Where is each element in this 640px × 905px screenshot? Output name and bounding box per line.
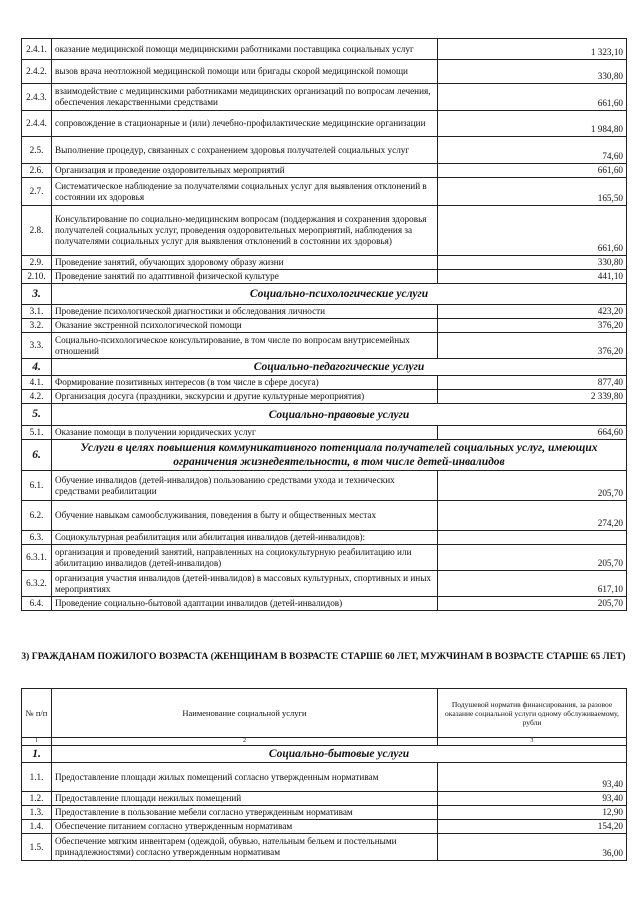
row-number: 4.1.	[22, 376, 52, 390]
row-number: 3.3.	[22, 333, 52, 359]
service-name: Обучение навыкам самообслуживания, поведения в быту и общественных местах	[52, 501, 438, 531]
column-index: 3	[438, 738, 627, 746]
table-row	[22, 137, 627, 164]
row-number: 1.5.	[22, 834, 52, 861]
service-name: Предоставление в пользование мебели согласно утвержденным нормативам	[52, 806, 438, 820]
norm-value: 1 323,10	[438, 39, 627, 60]
table-row	[22, 164, 627, 178]
norm-value: 664,60	[438, 426, 627, 440]
section-row	[22, 440, 627, 471]
row-number: 6.1.	[22, 471, 52, 501]
service-name: Оказание помощи в получении юридических услуг	[52, 426, 438, 440]
table-row	[22, 501, 627, 531]
service-name: организация участия инвалидов (детей-инвалидов) в массовых культурных, спортивных и иных мероприятиях	[52, 571, 438, 597]
service-name: Организация досуга (праздники, экскурсии и другие культурные мероприятия)	[52, 390, 438, 404]
table-row	[22, 376, 627, 390]
table-row	[22, 763, 627, 792]
section-row	[22, 746, 627, 763]
norm-value: 376,20	[438, 319, 627, 333]
table-row	[22, 270, 627, 284]
norm-value: 205,70	[438, 545, 627, 571]
service-name: Обеспечение мягким инвентарем (одеждой, обувью, нательным бельем и постельными принадлежностями) согласно утвержденным нормативам	[52, 834, 438, 861]
service-name: Формирование позитивных интересов (в том числе в сфере досуга)	[52, 376, 438, 390]
table-row	[22, 820, 627, 834]
table-row	[22, 333, 627, 359]
table-row	[22, 60, 627, 84]
table-row	[22, 178, 627, 206]
table-row	[22, 545, 627, 571]
service-name: Систематическое наблюдение за получателями социальных услуг для выявления отклонений в состоянии их здоровья	[52, 178, 438, 206]
row-number: 2.4.1.	[22, 39, 52, 60]
section-number: 3.	[22, 284, 52, 305]
norm-value: 93,40	[438, 763, 627, 792]
service-name: взаимодействие с медицинскими работниками медицинских организаций по вопросам лечения, обеспечения лекарственными средствами	[52, 84, 438, 111]
service-name: Социально-психологическое консультирование, в том числе по вопросам внутрисемейных отношений	[52, 333, 438, 359]
row-number: 2.4.3.	[22, 84, 52, 111]
service-name: Проведение психологической диагностики и обследования личности	[52, 305, 438, 319]
norm-value: 205,70	[438, 597, 627, 611]
row-number: 2.7.	[22, 178, 52, 206]
column-header-norm: Подушевой норматив финансирования, за разовое оказание социальной услуги одному обслуживаемому, рубли	[438, 689, 627, 738]
row-number: 2.9.	[22, 256, 52, 270]
section-number: 4.	[22, 359, 52, 376]
norm-value: 330,80	[438, 256, 627, 270]
service-name: организация и проведений занятий, направленных на социокультурную реабилитацию или абилитацию инвалидов (детей-инвалидов)	[52, 545, 438, 571]
row-number: 4.2.	[22, 390, 52, 404]
row-number: 2.6.	[22, 164, 52, 178]
norm-value: 36,00	[438, 834, 627, 861]
row-number: 1.4.	[22, 820, 52, 834]
service-name: вызов врача неотложной медицинской помощи или бригады скорой медицинской помощи	[52, 60, 438, 84]
norm-value: 74,60	[438, 137, 627, 164]
column-index: 2	[52, 738, 438, 746]
norm-value: 423,20	[438, 305, 627, 319]
service-name: Организация и проведение оздоровительных мероприятий	[52, 164, 438, 178]
section-title: Социально-правовые услуги	[52, 404, 627, 426]
service-name: Проведение социально-бытовой адаптации инвалидов (детей-инвалидов)	[52, 597, 438, 611]
service-name: сопровождение в стационарные и (или) лечебно-профилактические медицинские организации	[52, 111, 438, 137]
column-header-service-name: Наименование социальной услуги	[52, 689, 438, 738]
table-row	[22, 531, 627, 545]
norm-value: 1 984,80	[438, 111, 627, 137]
row-number: 2.5.	[22, 137, 52, 164]
table-row	[22, 256, 627, 270]
service-name: Обеспечение питанием согласно утвержденным нормативам	[52, 820, 438, 834]
section-title: Социально-педагогические услуги	[52, 359, 627, 376]
row-number: 6.3.1.	[22, 545, 52, 571]
table-row	[22, 111, 627, 137]
row-number: 6.3.2.	[22, 571, 52, 597]
table-row	[22, 597, 627, 611]
norm-value: 165,50	[438, 178, 627, 206]
service-name: Социокультурная реабилитация или абилитация инвалидов (детей-инвалидов):	[52, 531, 438, 545]
table-row	[22, 834, 627, 861]
norm-value: 441,10	[438, 270, 627, 284]
row-number: 3.1.	[22, 305, 52, 319]
table-row	[22, 390, 627, 404]
table-row	[22, 806, 627, 820]
norm-value: 93,40	[438, 792, 627, 806]
row-number: 2.4.4.	[22, 111, 52, 137]
section-title: Социально-бытовые услуги	[52, 746, 627, 763]
norm-value: 661,60	[438, 206, 627, 256]
norm-value: 661,60	[438, 84, 627, 111]
service-name: Проведение занятий, обучающих здоровому образу жизни	[52, 256, 438, 270]
row-number: 2.10.	[22, 270, 52, 284]
column-index: 1	[22, 738, 52, 746]
section-row	[22, 404, 627, 426]
service-name: оказание медицинской помощи медицинскими работниками поставщика социальных услуг	[52, 39, 438, 60]
norm-value: 205,70	[438, 471, 627, 501]
section-row	[22, 359, 627, 376]
section-number: 1.	[22, 746, 52, 763]
row-number: 1.3.	[22, 806, 52, 820]
section-title: Социально-психологические услуги	[52, 284, 627, 305]
service-name: Консультирование по социально-медицинским вопросам (поддержания и сохранения здоровья получателей социальных услуг, проведения оздоровительных мероприятий, наблюдения за получателями социальных услуг для выявления отклонений в состоянии их здоровья)	[52, 206, 438, 256]
table-row	[22, 792, 627, 806]
norm-value: 661,60	[438, 164, 627, 178]
norm-value	[438, 531, 627, 545]
norm-value: 376,20	[438, 333, 627, 359]
service-name: Предоставление площади жилых помещений согласно утвержденным нормативам	[52, 763, 438, 792]
table-row	[22, 39, 627, 60]
table-row	[22, 571, 627, 597]
service-name: Оказание экстренной психологической помощи	[52, 319, 438, 333]
column-header-number: № п/п	[22, 689, 52, 738]
norm-value: 12,90	[438, 806, 627, 820]
row-number: 1.2.	[22, 792, 52, 806]
row-number: 6.3.	[22, 531, 52, 545]
row-number: 3.2.	[22, 319, 52, 333]
norm-value: 154,20	[438, 820, 627, 834]
norm-value: 877,40	[438, 376, 627, 390]
section-number: 5.	[22, 404, 52, 426]
row-number: 6.4.	[22, 597, 52, 611]
section-row	[22, 284, 627, 305]
service-name: Выполнение процедур, связанных с сохранением здоровья получателей социальных услуг	[52, 137, 438, 164]
row-number: 6.2.	[22, 501, 52, 531]
table-row	[22, 471, 627, 501]
table-row	[22, 305, 627, 319]
service-name: Проведение занятий по адаптивной физической культуре	[52, 270, 438, 284]
section-title: Услуги в целях повышения коммуникативного потенциала получателей социальных услуг, имеющих ограничения жизнедеятельности, в том числе детей-инвалидов	[52, 440, 627, 471]
norm-value: 2 339,80	[438, 390, 627, 404]
norm-value: 274,20	[438, 501, 627, 531]
norm-value: 330,80	[438, 60, 627, 84]
row-number: 2.4.2.	[22, 60, 52, 84]
table-row	[22, 84, 627, 111]
section-number: 6.	[22, 440, 52, 471]
table-row	[22, 319, 627, 333]
section-heading-elderly: 3) ГРАЖДАНАМ ПОЖИЛОГО ВОЗРАСТА (ЖЕНЩИНАМ В ВОЗРАСТЕ СТАРШЕ 60 ЛЕТ, МУЖЧИНАМ В ВОЗРАСТЕ СТАРШЕ 65 ЛЕТ)	[21, 652, 626, 662]
norm-value: 617,10	[438, 571, 627, 597]
table-row	[22, 206, 627, 256]
table-row	[22, 426, 627, 440]
service-name: Обучение инвалидов (детей-инвалидов) пользованию средствами ухода и технических средствами реабилитации	[52, 471, 438, 501]
row-number: 2.8.	[22, 206, 52, 256]
row-number: 5.1.	[22, 426, 52, 440]
services-table-continued	[21, 38, 627, 611]
row-number: 1.1.	[22, 763, 52, 792]
service-name: Предоставление площади нежилых помещений	[52, 792, 438, 806]
elderly-services-table	[21, 688, 627, 861]
